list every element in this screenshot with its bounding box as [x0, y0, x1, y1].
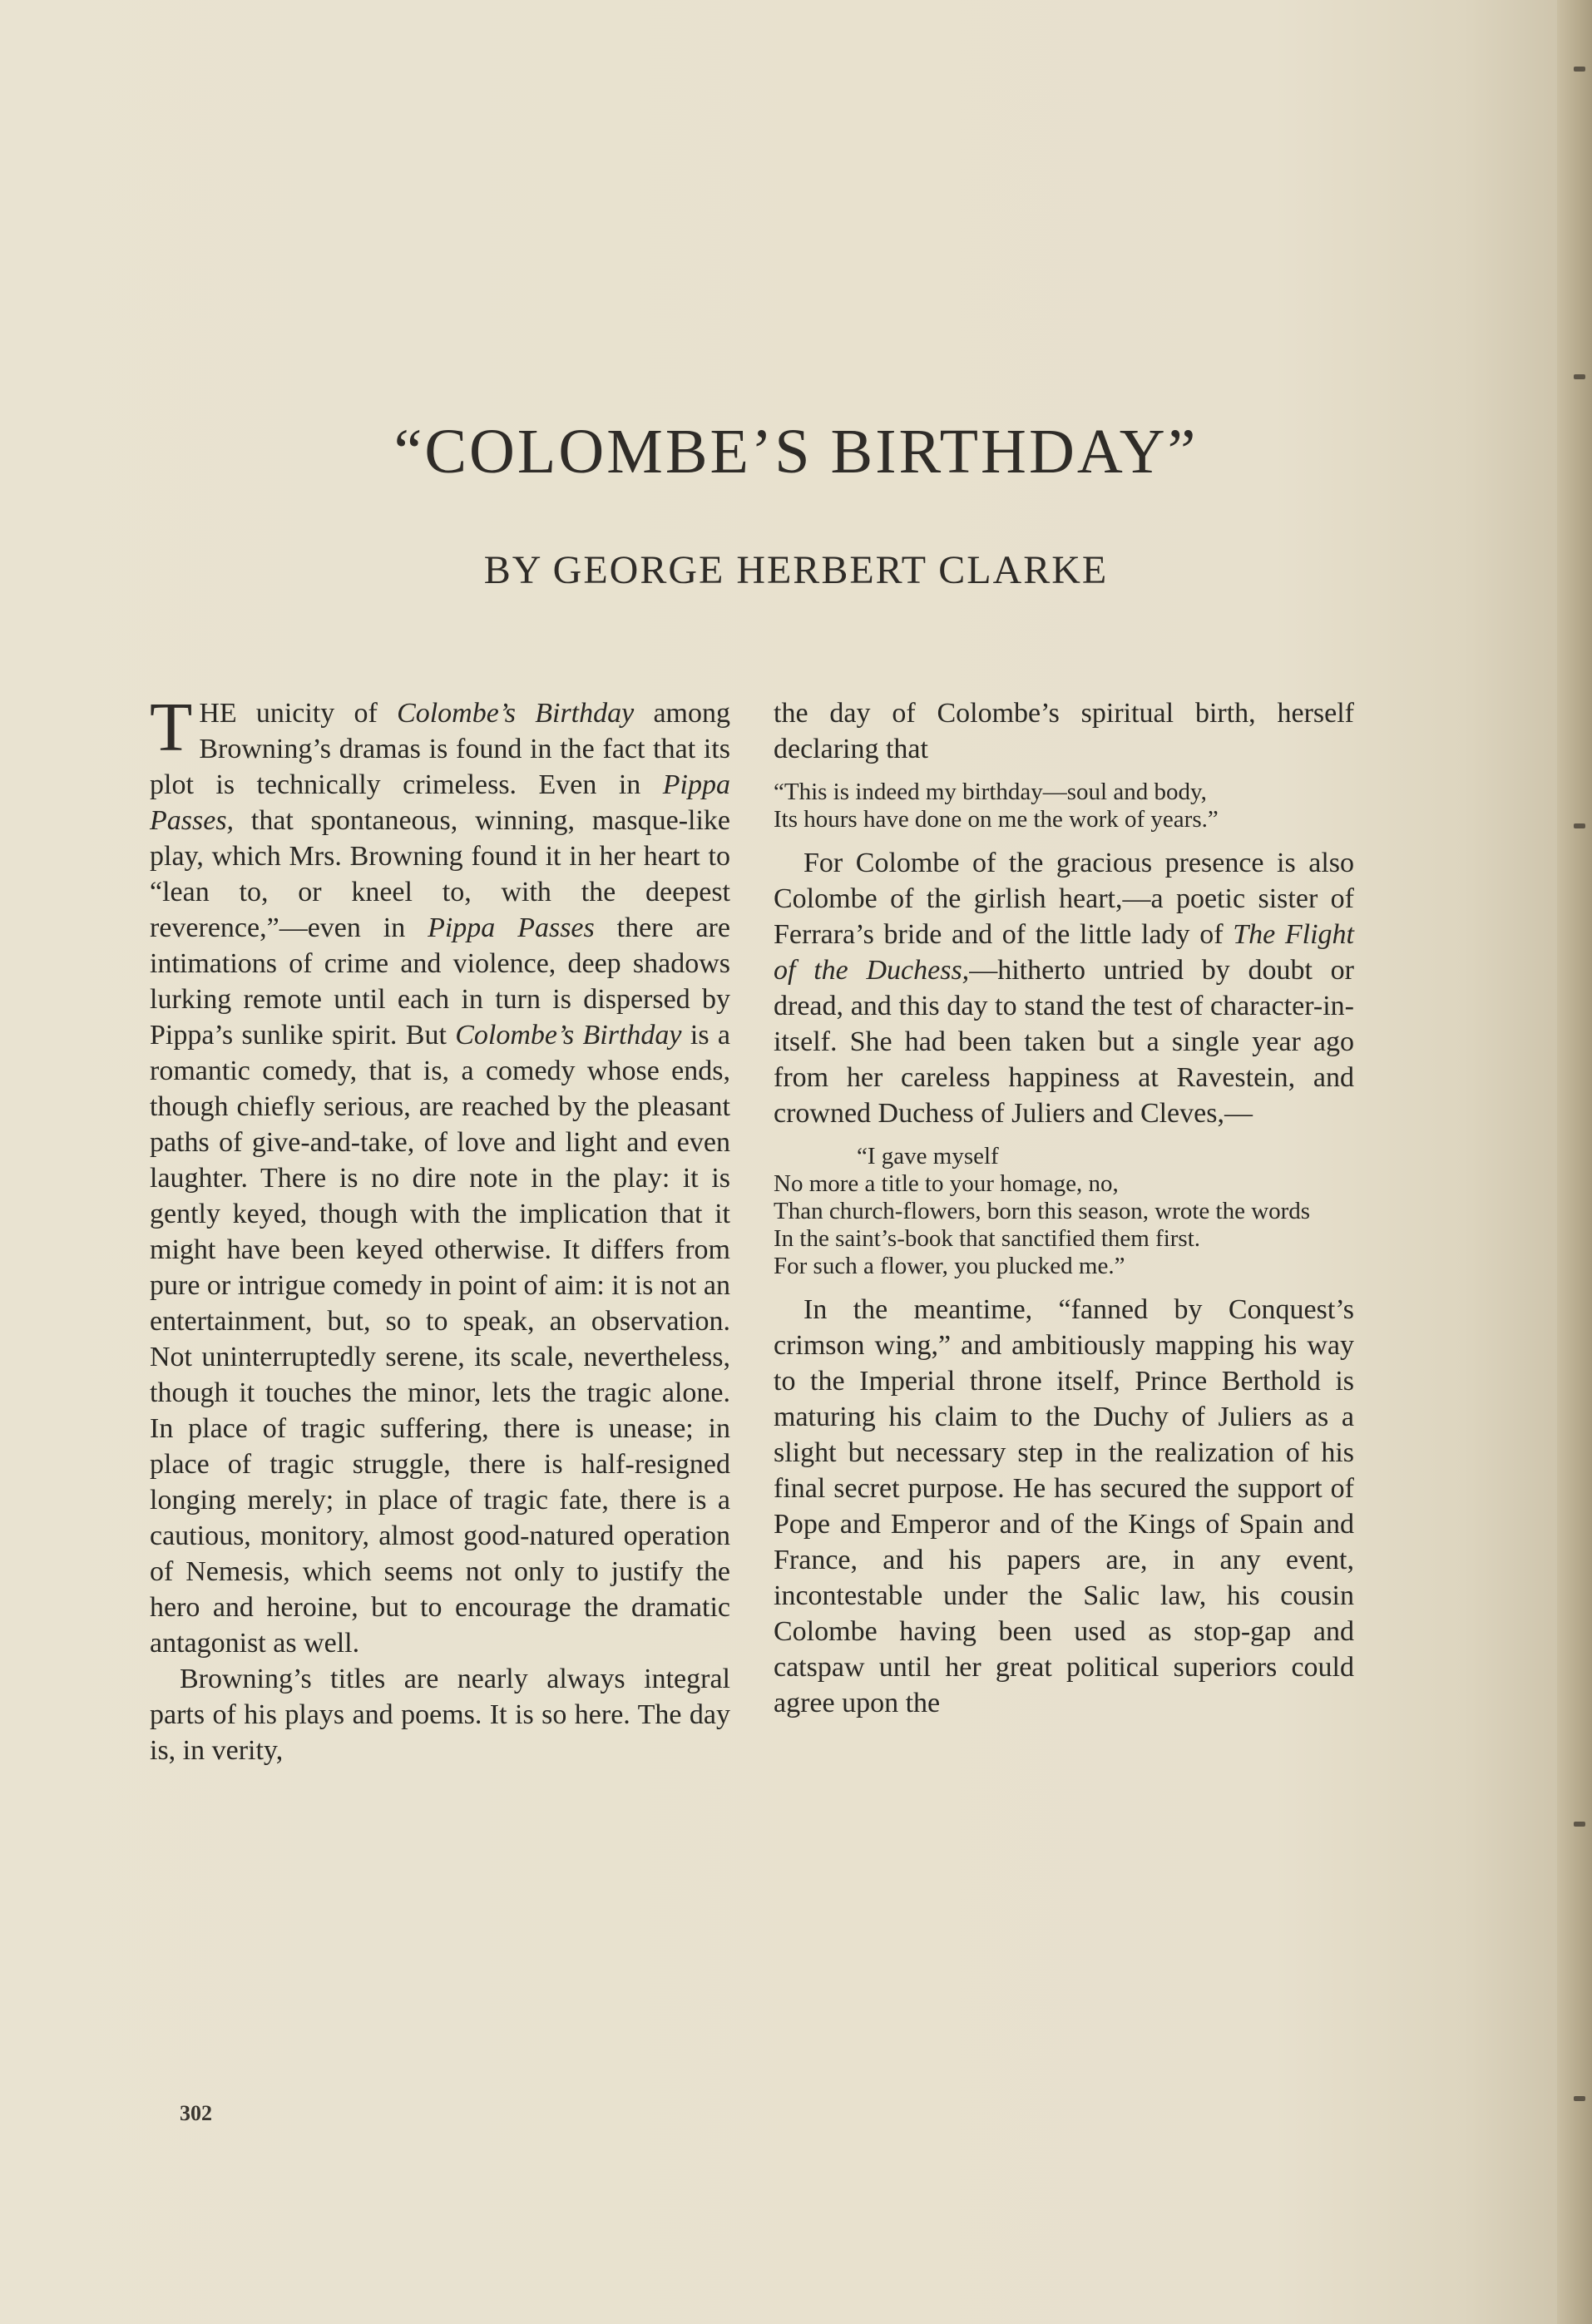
verse-line: For such a flower, you plucked me.” — [774, 1253, 1125, 1279]
verse-quote — [774, 1143, 1354, 1280]
italic-title: Colombe’s Birthday — [397, 698, 635, 729]
verse-line: No more a title to your homage, no, — [774, 1170, 1119, 1197]
text-run: —hitherto untried by doubt or dread, and this day to stand the test of character-in-itself. She had been taken but a single year ago from her careless happiness at Ravestein, and crowned Duchess of Juliers and Cleves,— — [774, 955, 1355, 1129]
text-run: is a romantic comedy, that is, a comedy whose ends, though chiefly serious, are reached by the pleasant paths of give-and-take, of love and light and even laughter. There is no dire note in the play: it is gently keyed, though with the implication that it might have been keyed otherwise. It differs from pure or intrigue comedy in point of aim: it is not an entertainment, but, so to speak, an observation. Not uninterruptedly serene, its scale, nevertheless, though it touches the minor, lets the tragic alone. In place of tragic suffering, there is unease; in place of tragic struggle, there is half-resigned longing merely; in place of tragic fate, there is a cautious, monitory, almost good-natured operation of Nemesis, which seems not only to justify the hero and heroine, but to encourage the dramatic antagonist as well. — [150, 1020, 730, 1659]
edge-mark — [1574, 67, 1585, 72]
article-byline: BY GEORGE HERBERT CLARKE — [483, 548, 1109, 592]
page-number: 302 — [180, 2101, 212, 2125]
edge-mark — [1574, 823, 1585, 828]
article-title: “COLOMBE’S BIRTHDAY” — [393, 417, 1199, 487]
verse-line: Its hours have done on me the work of years.” — [774, 806, 1219, 833]
paragraph: the day of Colombe’s spiritual birth, herself declaring that — [774, 698, 1354, 764]
left-column — [150, 689, 730, 1768]
paragraph: In the meantime, “fanned by Conquest’s crimson wing,” and ambitiously mapping his way to the Imperial throne itself, Prince Berthold is maturing his claim to the Duchy of Juliers as a slight but necessary step in the realization of his final secret purpose. He has secured the support of Pope and Emperor and of the Kings of Spain and France, and his papers are, in any event, incontestable under the Salic law, his cousin Colombe having been used as stop-gap and catspaw until her great political superiors could agree upon the — [774, 1294, 1354, 1718]
drop-cap: T — [150, 689, 193, 766]
right-column — [774, 695, 1354, 1721]
paragraph: Browning’s titles are nearly always integral parts of his plays and poems. It is so here. The day is, in verity, — [150, 1664, 730, 1766]
verse-quote — [774, 779, 1354, 833]
edge-mark — [1574, 374, 1585, 379]
italic-title: Colombe’s Birthday — [455, 1020, 682, 1051]
edge-mark — [1574, 2096, 1585, 2101]
binding-edge — [1557, 0, 1592, 2324]
verse-line: “I gave myself — [857, 1143, 999, 1169]
text-run: there are intimations of crime and violence, deep shadows lurking remote until each in turn is dispersed by Pippa’s sunlike spirit. But — [150, 912, 730, 1051]
edge-mark — [1574, 1822, 1585, 1827]
paragraph — [774, 845, 1354, 1131]
italic-title: Pippa Passes — [428, 912, 595, 943]
text-run: among Browning’s dramas is found in the fact that its plot is technically crimeless. Even in — [150, 698, 730, 800]
verse-line: “This is indeed my birthday—soul and body, — [774, 779, 1207, 805]
verse-line: Than church-flowers, born this season, wrote the words — [774, 1198, 1311, 1224]
text-run: HE unicity of — [199, 698, 398, 729]
verse-line: In the saint’s-book that sanctified them first. — [774, 1225, 1201, 1252]
text-run: that spontaneous, winning, masque-like play, which Mrs. Browning found it in her heart to “lean to, or kneel to, with the deepest reverence,”—even in — [150, 805, 730, 943]
text-run: For Colombe of the gracious presence is also Colombe of the girlish heart,—a poetic sister of Ferrara’s bride and of the little lady of — [774, 848, 1354, 950]
paragraph — [150, 689, 730, 1661]
italic-title: Pippa Passes, — [150, 769, 730, 836]
italic-title: The Flight of the Duchess, — [774, 919, 1354, 986]
